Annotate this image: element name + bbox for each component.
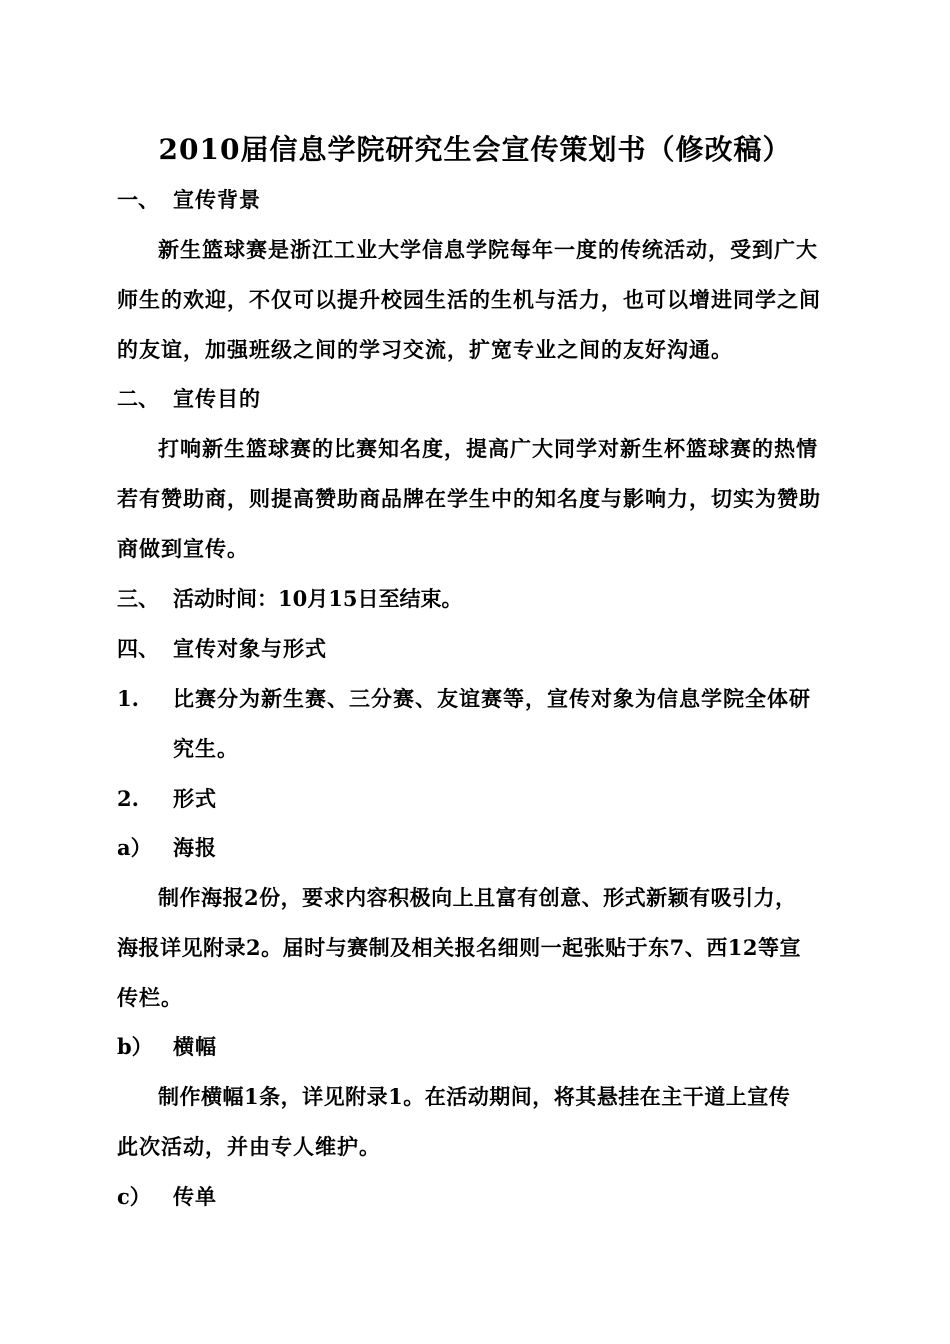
item-line: 比赛分为新生赛、三分赛、友谊赛等，宣传对象为信息学院全体研 — [173, 686, 811, 711]
section-number: 一、 — [117, 187, 159, 212]
subitem-heading: 海报 — [173, 835, 217, 860]
subitem-number: b） — [117, 1034, 153, 1059]
subitem-heading: 横幅 — [173, 1034, 217, 1059]
section-heading: 活动时间：10月15日至结束。 — [173, 586, 463, 611]
section-heading: 宣传背景 — [173, 187, 261, 212]
paragraph-line: 师生的欢迎，不仅可以提升校园生活的生机与活力，也可以增进同学之间 — [117, 287, 821, 312]
paragraph-line: 海报详见附录2。届时与赛制及相关报名细则一起张贴于东7、西12等宣 — [117, 935, 801, 960]
item-number: 1. — [117, 686, 139, 711]
subitem-heading: 传单 — [173, 1184, 217, 1209]
section-number: 三、 — [117, 586, 159, 611]
subitem-number: a） — [117, 835, 152, 860]
paragraph-line: 打响新生篮球赛的比赛知名度，提高广大同学对新生杯篮球赛的热情 — [158, 436, 818, 461]
section-number: 四、 — [117, 636, 159, 661]
paragraph-line: 若有赞助商，则提高赞助商品牌在学生中的知名度与影响力，切实为赞助 — [117, 486, 821, 511]
item-line: 究生。 — [173, 736, 239, 761]
paragraph-line: 新生篮球赛是浙江工业大学信息学院每年一度的传统活动，受到广大 — [158, 237, 818, 262]
paragraph-line: 制作海报2份，要求内容积极向上且富有创意、形式新颖有吸引力， — [158, 885, 797, 910]
paragraph-line: 的友谊，加强班级之间的学习交流，扩宽专业之间的友好沟通。 — [117, 337, 733, 362]
item-number: 2. — [117, 786, 139, 811]
paragraph-line: 制作横幅1条，详见附录1。在活动期间，将其悬挂在主干道上宣传 — [158, 1084, 791, 1109]
section-heading: 宣传对象与形式 — [173, 636, 327, 661]
paragraph-line: 此次活动，并由专人维护。 — [117, 1134, 381, 1159]
item-line: 形式 — [173, 786, 217, 811]
section-number: 二、 — [117, 386, 159, 411]
subitem-number: c） — [117, 1184, 151, 1209]
paragraph-line: 传栏。 — [117, 985, 183, 1010]
section-heading: 宣传目的 — [173, 386, 261, 411]
document-title: 2010届信息学院研究生会宣传策划书（修改稿） — [158, 133, 792, 166]
paragraph-line: 商做到宣传。 — [117, 536, 249, 561]
